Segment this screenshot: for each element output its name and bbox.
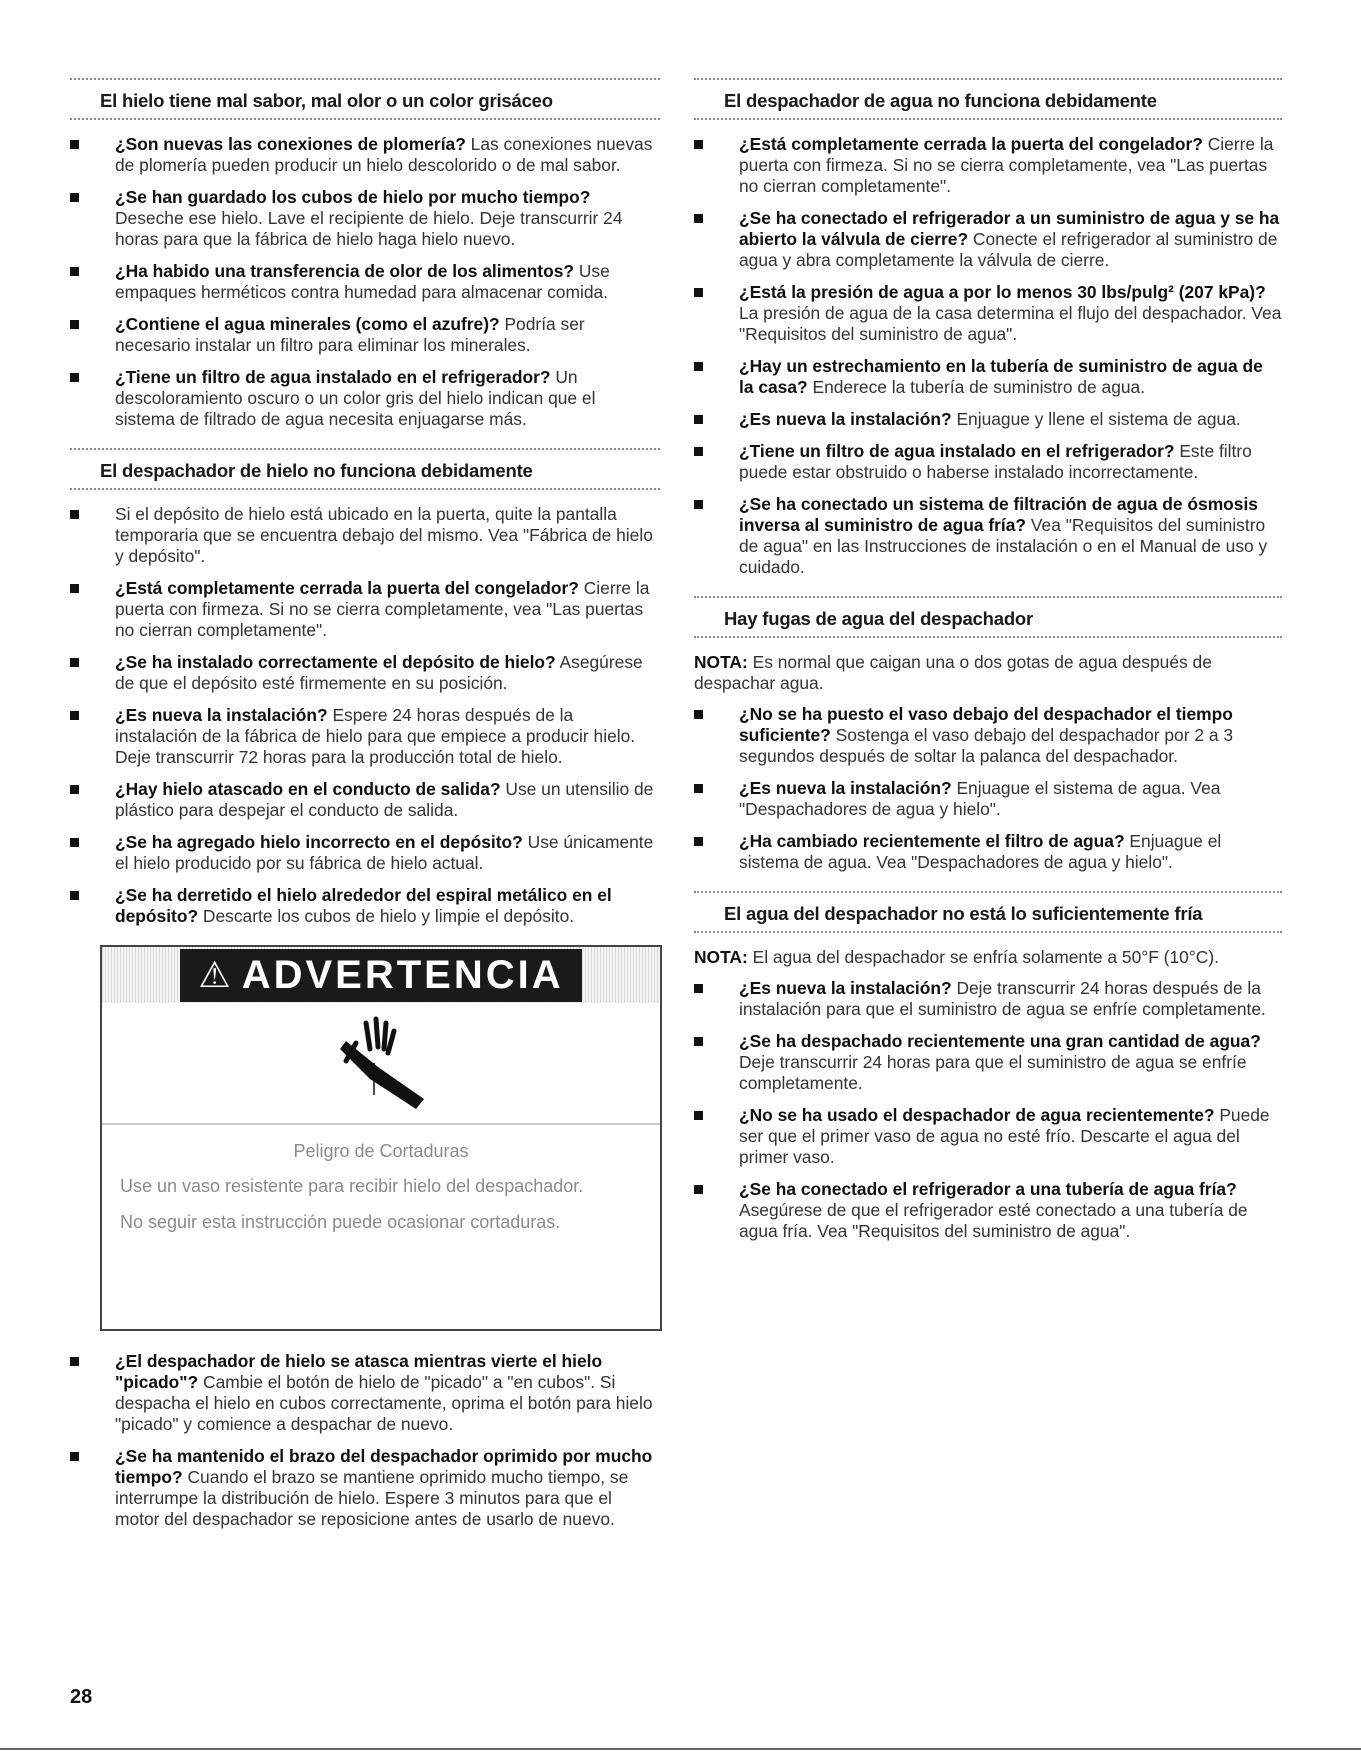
list-item: ¿Se ha derretido el hielo alrededor del espiral metálico en el depósito? Descarte los cubos de hielo y limpie el depósito. (70, 885, 660, 927)
dotted-rule (70, 118, 660, 124)
list-item: ¿El despachador de hielo se atasca mientras vierte el hielo "picado"? Cambie el botón de hielo de "picado" a "en cubos". Si despacha el hielo en cubos correctamente, oprima el botón para hielo "picado" y comience a despachar de nuevo. (70, 1351, 660, 1435)
square-bullet-icon (70, 838, 79, 847)
left-column (70, 78, 660, 1548)
list-item: ¿Es nueva la instalación? Espere 24 horas después de la instalación de la fábrica de hielo para que empiece a producir hielo. Deje transcurrir 72 horas para la producción total de hielo. (70, 705, 660, 768)
page-number: 28 (70, 1686, 93, 1708)
list-item: ¿No se ha usado el despachador de agua recientemente? Puede ser que el primer vaso de agua no esté frío. Descarte el agua del primer vaso. (694, 1105, 1282, 1168)
note-paragraph: NOTA: Es normal que caigan una o dos gotas de agua después de despachar agua. (694, 652, 1212, 693)
square-bullet-icon (70, 140, 79, 149)
list-item: ¿Hay un estrechamiento en la tubería de suministro de agua de la casa? Enderece la tubería de suministro de agua. (694, 356, 1282, 398)
list-item: ¿Se ha conectado el refrigerador a un suministro de agua y se ha abierto la válvula de cierre? Conecte el refrigerador al suministro de agua y abra completamente la válvula de cierre. (694, 208, 1282, 271)
bottom-rule (0, 1748, 1361, 1750)
right-column (694, 78, 1282, 1260)
note-paragraph: NOTA: El agua del despachador se enfría solamente a 50°F (10°C). (694, 947, 1219, 967)
section-header (694, 891, 1282, 937)
square-bullet-icon (694, 500, 703, 509)
square-bullet-icon (70, 891, 79, 900)
list-item: ¿Contiene el agua minerales (como el azufre)? Podría ser necesario instalar un filtro para eliminar los minerales. (70, 314, 660, 356)
square-bullet-icon (694, 984, 703, 993)
square-bullet-icon (694, 415, 703, 424)
square-bullet-icon (70, 584, 79, 593)
list-item: ¿Se han guardado los cubos de hielo por mucho tiempo? Deseche ese hielo. Lave el recipiente de hielo. Deje transcurrir 24 horas para que la fábrica de hielo haga hielo nuevo. (70, 187, 660, 250)
square-bullet-icon (70, 373, 79, 382)
section-title: El agua del despachador no está lo suficientemente fría (724, 903, 1203, 924)
dotted-rule (694, 118, 1282, 124)
dotted-rule (694, 636, 1282, 642)
list-item: ¿Son nuevas las conexiones de plomería? Las conexiones nuevas de plomería pueden producir un hielo descolorido o de mal sabor. (70, 134, 660, 176)
dotted-rule (694, 931, 1282, 937)
list-item: ¿No se ha puesto el vaso debajo del despachador el tiempo suficiente? Sostenga el vaso debajo del despachador por 2 a 3 segundos después de soltar la palanca del despachador. (694, 704, 1282, 767)
list-item: ¿Es nueva la instalación? Enjuague el sistema de agua. Vea "Despachadores de agua y hielo". (694, 778, 1282, 820)
list-item: ¿Es nueva la instalación? Enjuague y llene el sistema de agua. (694, 409, 1282, 430)
square-bullet-icon (694, 784, 703, 793)
list-item: ¿Hay hielo atascado en el conducto de salida? Use un utensilio de plástico para despejar el conducto de salida. (70, 779, 660, 821)
bullet-list (70, 504, 660, 927)
warning-text: No seguir esta instrucción puede ocasionar cortaduras. (120, 1212, 561, 1232)
bullet-list (694, 134, 1282, 578)
warning-text: Use un vaso resistente para recibir hielo del despachador. (120, 1176, 584, 1196)
list-item: ¿Se ha conectado el refrigerador a una tubería de agua fría? Asegúrese de que el refrigerador esté conectado a una tubería de agua fría. Vea "Requisitos del suministro de agua". (694, 1179, 1282, 1242)
square-bullet-icon (70, 193, 79, 202)
square-bullet-icon (70, 267, 79, 276)
list-item: ¿Tiene un filtro de agua instalado en el refrigerador? Un descoloramiento oscuro o un color gris del hielo indican que el sistema de filtrado de agua necesita enjuagarse más. (70, 367, 660, 430)
list-item: ¿Se ha despachado recientemente una gran cantidad de agua? Deje transcurrir 24 horas para que el suministro de agua se enfríe completamente. (694, 1031, 1282, 1094)
bullet-list (694, 978, 1282, 1242)
list-item: ¿Está completamente cerrada la puerta del congelador? Cierre la puerta con firmeza. Si no se cierra completamente, vea "Las puertas no cierran completamente". (694, 134, 1282, 197)
warning-triangle-icon: ⚠ (198, 954, 234, 995)
square-bullet-icon (70, 320, 79, 329)
square-bullet-icon (694, 710, 703, 719)
square-bullet-icon (694, 837, 703, 846)
square-bullet-icon (70, 510, 79, 519)
warning-heading: ADVERTENCIA (241, 952, 564, 997)
dotted-rule (70, 488, 660, 494)
square-bullet-icon (70, 785, 79, 794)
section-header (694, 596, 1282, 642)
list-item: ¿Se ha agregado hielo incorrecto en el depósito? Use únicamente el hielo producido por su fábrica de hielo actual. (70, 832, 660, 874)
square-bullet-icon (70, 1452, 79, 1461)
section-title: Hay fugas de agua del despachador (724, 608, 1034, 629)
square-bullet-icon (694, 1111, 703, 1120)
list-item: ¿Se ha conectado un sistema de filtración de agua de ósmosis inversa al suministro de agua fría? Vea "Requisitos del suministro de agua" en las Instrucciones de instalación o en el Manual de uso y cuidado. (694, 494, 1282, 578)
bullet-list (694, 704, 1282, 873)
list-item: ¿Está la presión de agua a por lo menos 30 lbs/pulg² (207 kPa)? La presión de agua de la casa determina el flujo del despachador. Vea "Requisitos del suministro de agua". (694, 282, 1282, 345)
section-title: El despachador de hielo no funciona debidamente (100, 460, 533, 481)
square-bullet-icon (70, 711, 79, 720)
square-bullet-icon (694, 288, 703, 297)
warning-icon-area (102, 1003, 660, 1125)
section-title: El despachador de agua no funciona debidamente (724, 90, 1157, 111)
warning-body (102, 1125, 660, 1262)
square-bullet-icon (694, 1037, 703, 1046)
warning-title: Peligro de Cortaduras (293, 1141, 469, 1161)
section-header (694, 78, 1282, 124)
square-bullet-icon (694, 1185, 703, 1194)
list-item: ¿Se ha mantenido el brazo del despachador oprimido por mucho tiempo? Cuando el brazo se mantiene oprimido mucho tiempo, se interrumpe la distribución de hielo. Espere 3 minutos para que el motor del despachador se reposicione antes de usarlo de nuevo. (70, 1446, 660, 1530)
list-item: ¿Ha cambiado recientemente el filtro de agua? Enjuague el sistema de agua. Vea "Despachadores de agua y hielo". (694, 831, 1282, 873)
square-bullet-icon (70, 658, 79, 667)
square-bullet-icon (70, 1357, 79, 1366)
list-item: ¿Tiene un filtro de agua instalado en el refrigerador? Este filtro puede estar obstruido o haberse instalado incorrectamente. (694, 441, 1282, 483)
list-item: ¿Está completamente cerrada la puerta del congelador? Cierre la puerta con firmeza. Si no se cierra completamente, vea "Las puertas no cierran completamente". (70, 578, 660, 641)
section-title: El hielo tiene mal sabor, mal olor o un color grisáceo (100, 90, 553, 111)
list-item: ¿Se ha instalado correctamente el depósito de hielo? Asegúrese de que el depósito esté firmemente en su posición. (70, 652, 660, 694)
cut-hand-icon (326, 1013, 436, 1113)
bullet-list (70, 134, 660, 430)
warning-box (100, 945, 662, 1331)
list-item: ¿Ha habido una transferencia de olor de los alimentos? Use empaques herméticos contra humedad para almacenar comida. (70, 261, 660, 303)
section-header (70, 448, 660, 494)
square-bullet-icon (694, 362, 703, 371)
list-item: Si el depósito de hielo está ubicado en la puerta, quite la pantalla temporaria que se encuentra debajo del mismo. Vea "Fábrica de hielo y depósito". (70, 504, 660, 567)
warning-banner (180, 949, 581, 1002)
section-header (70, 78, 660, 124)
warning-header (102, 947, 660, 1003)
square-bullet-icon (694, 214, 703, 223)
list-item: ¿Es nueva la instalación? Deje transcurrir 24 horas después de la instalación para que el suministro de agua se enfríe completamente. (694, 978, 1282, 1020)
square-bullet-icon (694, 447, 703, 456)
bullet-list (70, 1351, 660, 1530)
square-bullet-icon (694, 140, 703, 149)
